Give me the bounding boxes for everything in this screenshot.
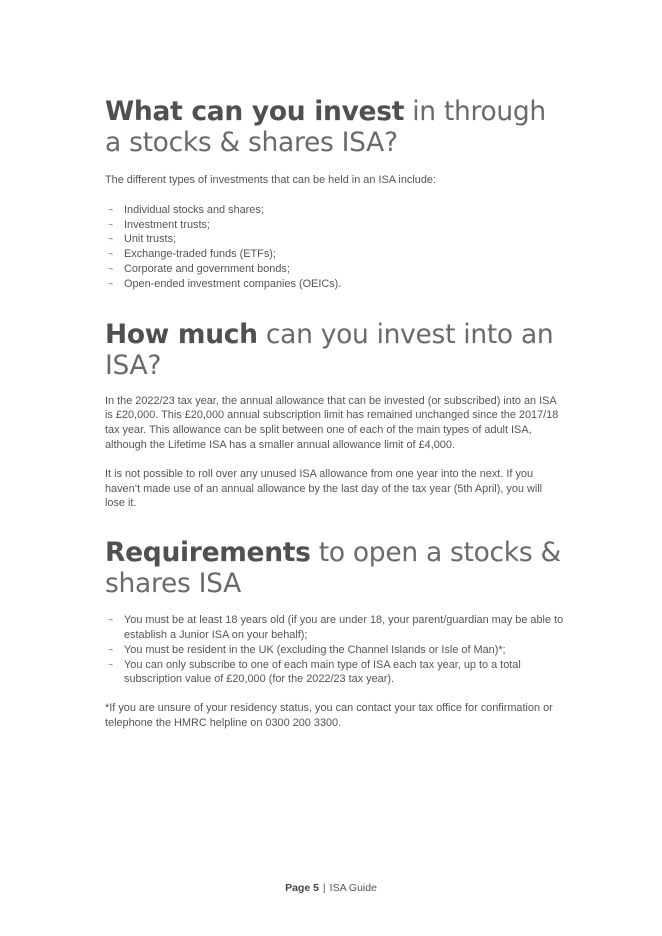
list-item-text: You must be at least 18 years old (if you are under 18, your parent/guardian may be able to establish a Junior ISA on your behalf); xyxy=(124,614,564,641)
residency-footnote: *If you are unsure of your residency status, you can contact your tax office for confirmation or telephone the HMRC helpline on 0300 200 3300. xyxy=(105,702,553,729)
list-item xyxy=(105,613,565,643)
section-title-requirements xyxy=(105,537,565,599)
list-item-text: Investment trusts; xyxy=(124,218,210,231)
bullet-icon: ¬ xyxy=(108,249,113,259)
bullet-icon: ¬ xyxy=(108,615,113,625)
footer-separator: | xyxy=(322,882,326,894)
list-item xyxy=(105,232,565,247)
rollover-paragraph: It is not possible to roll over any unused ISA allowance from one year into the next. If you haven’t made use of an annual allowance by the last day of the tax year (5th April), you will lose it. xyxy=(105,467,543,510)
bullet-icon: ¬ xyxy=(108,234,113,244)
investment-types-list xyxy=(105,203,565,292)
list-item xyxy=(105,218,565,233)
list-item xyxy=(105,277,565,292)
page-footer xyxy=(0,882,662,894)
list-item xyxy=(105,247,565,262)
document-title: ISA Guide xyxy=(329,882,377,894)
allowance-paragraph: In the 2022/23 tax year, the annual allowance that can be invested (or subscribed) into an ISA is £20,000. This £20,000 annual subscription limit has remained unchanged since the 2017/18 tax year. This allowance can be split between one of each of the main types of adult ISA, although the Lifetime ISA has a smaller annual allowance limit of £4,000. xyxy=(105,394,559,451)
section-title-invest xyxy=(105,96,565,158)
list-item xyxy=(105,658,565,688)
title-rest: in through a stocks & shares ISA? xyxy=(105,96,546,158)
bullet-icon: ¬ xyxy=(108,204,113,214)
title-emphasis: What can you invest xyxy=(105,96,405,127)
requirements-list xyxy=(105,613,565,687)
bullet-icon: ¬ xyxy=(108,659,113,669)
list-item-text: You can only subscribe to one of each main type of ISA each tax year, up to a total subscription value of £20,000 (for the 2022/23 tax year). xyxy=(124,658,521,686)
list-item-text: Individual stocks and shares; xyxy=(124,203,264,216)
title-emphasis: How much xyxy=(105,318,258,350)
list-item xyxy=(105,203,565,218)
list-item-text: Corporate and government bonds; xyxy=(124,262,290,275)
bullet-icon: ¬ xyxy=(108,278,113,288)
bullet-icon: ¬ xyxy=(108,644,113,654)
bullet-icon: ¬ xyxy=(108,263,113,273)
list-item-text: Open-ended investment companies (OEICs). xyxy=(124,277,342,290)
list-item-text: Unit trusts; xyxy=(124,233,177,246)
title-rest: to open a stocks & shares ISA xyxy=(105,537,561,600)
list-item-text: You must be resident in the UK (excluding the Channel Islands or Isle of Man)*; xyxy=(124,643,506,656)
bullet-icon: ¬ xyxy=(108,219,113,229)
list-item xyxy=(105,643,565,658)
page-content xyxy=(105,96,565,731)
invest-intro: The different types of investments that can be held in an ISA include: xyxy=(105,174,436,186)
section-title-how-much xyxy=(105,319,565,381)
page-number: Page 5 xyxy=(285,882,319,894)
list-item-text: Exchange-traded funds (ETFs); xyxy=(124,248,276,261)
title-rest: can you invest into an ISA? xyxy=(105,318,554,381)
list-item xyxy=(105,262,565,277)
title-emphasis: Requirements xyxy=(105,537,311,569)
